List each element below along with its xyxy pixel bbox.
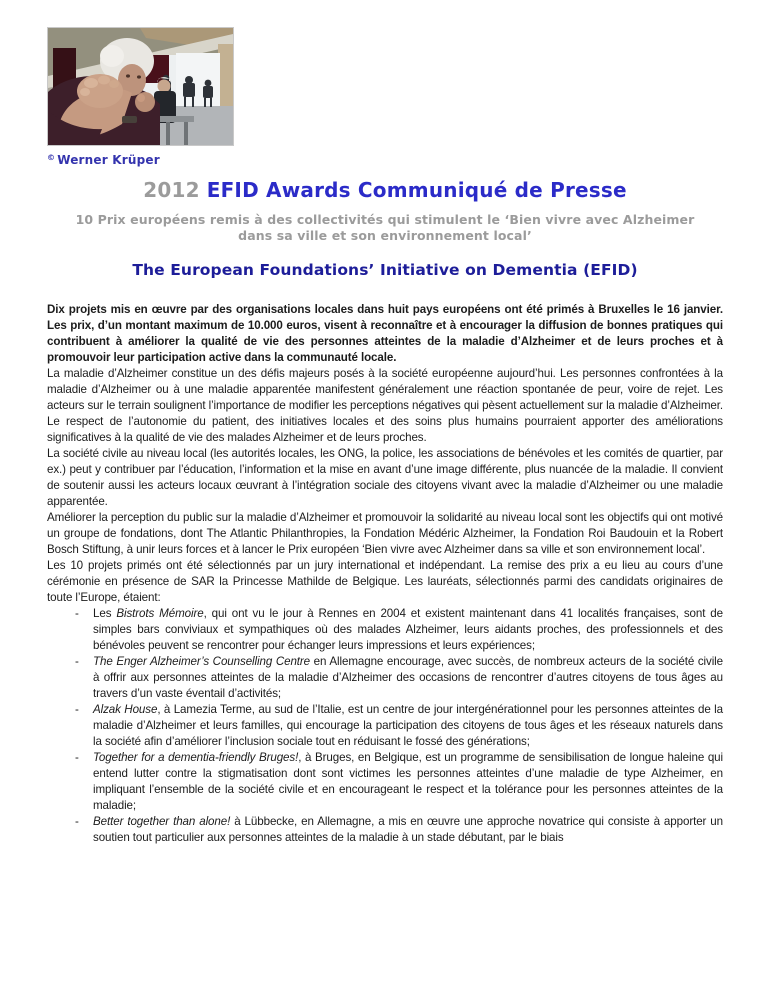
winners-list — [47, 606, 723, 846]
title-year: 2012 — [143, 178, 200, 202]
photo-credit-name: Werner Krüper — [57, 153, 160, 167]
list-item-text: The Enger Alzheimer’s Counselling Centre en Allemagne encourage, avec succès, de nombreux acteurs de la société civile à offrir aux personnes atteintes de la maladie d’Alzheimer des occasions de rencontrer d’autres citoyens de tous âges au travers d’un vaste éventail d’activités; — [93, 655, 724, 700]
list-item-text: Les Bistrots Mémoire, qui ont vu le jour à Rennes en 2004 et existent maintenant dans 41 localités françaises, sont de simples bars conviviaux et sympathiques où des malades Alzheimer, leurs aidants proches, des professionnels et des bénévoles peuvent se rencontrer pour échanger leurs impressions et leurs expériences; — [93, 607, 724, 652]
list-item-text: Together for a dementia-friendly Bruges!, à Bruges, en Belgique, est un programme de sensibilisation de longue haleine qui entend lutter contre la stigmatisation dont sont victimes les personnes atteintes d’une maladie de type Alzheimer, en impliquant l’ensemble de la société civile et en encourageant le respect et la tolérance pour les personnes atteintes de la maladie; — [93, 751, 724, 812]
section-heading: The European Foundations’ Initiative on Dementia (EFID) — [132, 261, 638, 279]
list-item — [75, 654, 723, 702]
list-item-marker: - — [75, 703, 79, 716]
list-item-text: Better together than alone! à Lübbecke, en Allemagne, a mis en œuvre une approche novatrice qui consiste à apporter un soutien tout particulier aux personnes atteintes de la maladie à un stade débutant, par le biais — [93, 815, 723, 844]
list-item — [75, 702, 723, 750]
list-item-marker: - — [75, 607, 79, 620]
body-paragraph: Améliorer la perception du public sur la maladie d’Alzheimer et promouvoir la solidarité au niveau local sont les objectifs qui ont motivé un groupe de fondations, dont The Atlantic Philanthropies, la Fondation Médéric Alzheimer, la Fondation Roi Baudouin et la Robert Bosch Stiftung, à unir leurs forces et à lancer le Prix européen ‘Bien vivre avec Alzheimer dans sa ville et son environnement local’. — [47, 511, 723, 556]
list-item-marker: - — [75, 751, 79, 764]
press-photo-illustration — [48, 28, 233, 145]
lead-paragraph: Dix projets mis en œuvre par des organisations locales dans huit pays européens ont été primés à Bruxelles le 16 janvier. Les prix, d’un montant maximum de 10.000 euros, visent à reconnaître et à encourager la diffusion de bonnes pratiques qui contribuent à améliorer la qualité de vie des personnes atteintes de la maladie d’Alzheimer et de leurs proches et à promouvoir leur participation active dans la communauté locale. — [47, 303, 723, 364]
list-item-marker: - — [75, 655, 79, 668]
page-subtitle: 10 Prix européens remis à des collectivités qui stimulent le ‘Bien vivre avec Alzheimer dans sa ville et son environnement local’ — [75, 212, 695, 243]
document-body — [47, 302, 723, 846]
body-paragraph: Les 10 projets primés ont été sélectionnés par un jury international et indépendant. La remise des prix a eu lieu au cours d’une cérémonie en présence de SAR la Princesse Mathilde de Belgique. Les lauréats, sélectionnés parmi des candidats originaires de toute l’Europe, étaient: — [47, 559, 723, 604]
list-item — [75, 814, 723, 846]
body-paragraph: La société civile au niveau local (les autorités locales, les ONG, la police, les associations de bénévoles et les comités de quartier, par ex.) peut y contribuer par l’éducation, l’information et la mise en avant d’une image différente, plus nuancée de la maladie. Il convient de soutenir aussi les acteurs locaux œuvrant à l’intégration sociale des citoyens vivant avec la maladie d’Alzheimer ou une maladie apparentée. — [47, 447, 723, 508]
press-photo — [47, 27, 234, 146]
list-item-marker: - — [75, 815, 79, 828]
list-item — [75, 606, 723, 654]
list-item-text: Alzak House, à Lamezia Terme, au sud de l’Italie, est un centre de jour intergénérationnel pour les personnes atteintes de la maladie d’Alzheimer et leurs familles, qui encourage la participation des citoyens de tous âges et les réseaux naturels dans la société afin d’améliorer l’inclusion sociale tout en réduisant le fossé des générations; — [93, 703, 723, 748]
list-item — [75, 750, 723, 814]
title-text: EFID Awards Communiqué de Presse — [206, 178, 627, 202]
photo-credit — [47, 153, 723, 167]
page-title — [47, 178, 723, 202]
body-paragraph: La maladie d’Alzheimer constitue un des défis majeurs posés à la société européenne aujourd’hui. Les personnes confrontées à la maladie d’Alzheimer ou à une maladie apparentée manifestent généralement une réaction spontanée de peur, voire de rejet. Les acteurs sur le terrain soulignent l’importance de modifier les perceptions négatives qui pèsent actuellement sur la maladie d’Alzheimer. Le respect de l’autonomie du patient, des initiatives locales et des soins plus humains pourraient apporter des améliorations significatives à la qualité de vie des malades Alzheimer et de leurs proches. — [47, 367, 723, 444]
copyright-icon: © — [47, 153, 56, 162]
